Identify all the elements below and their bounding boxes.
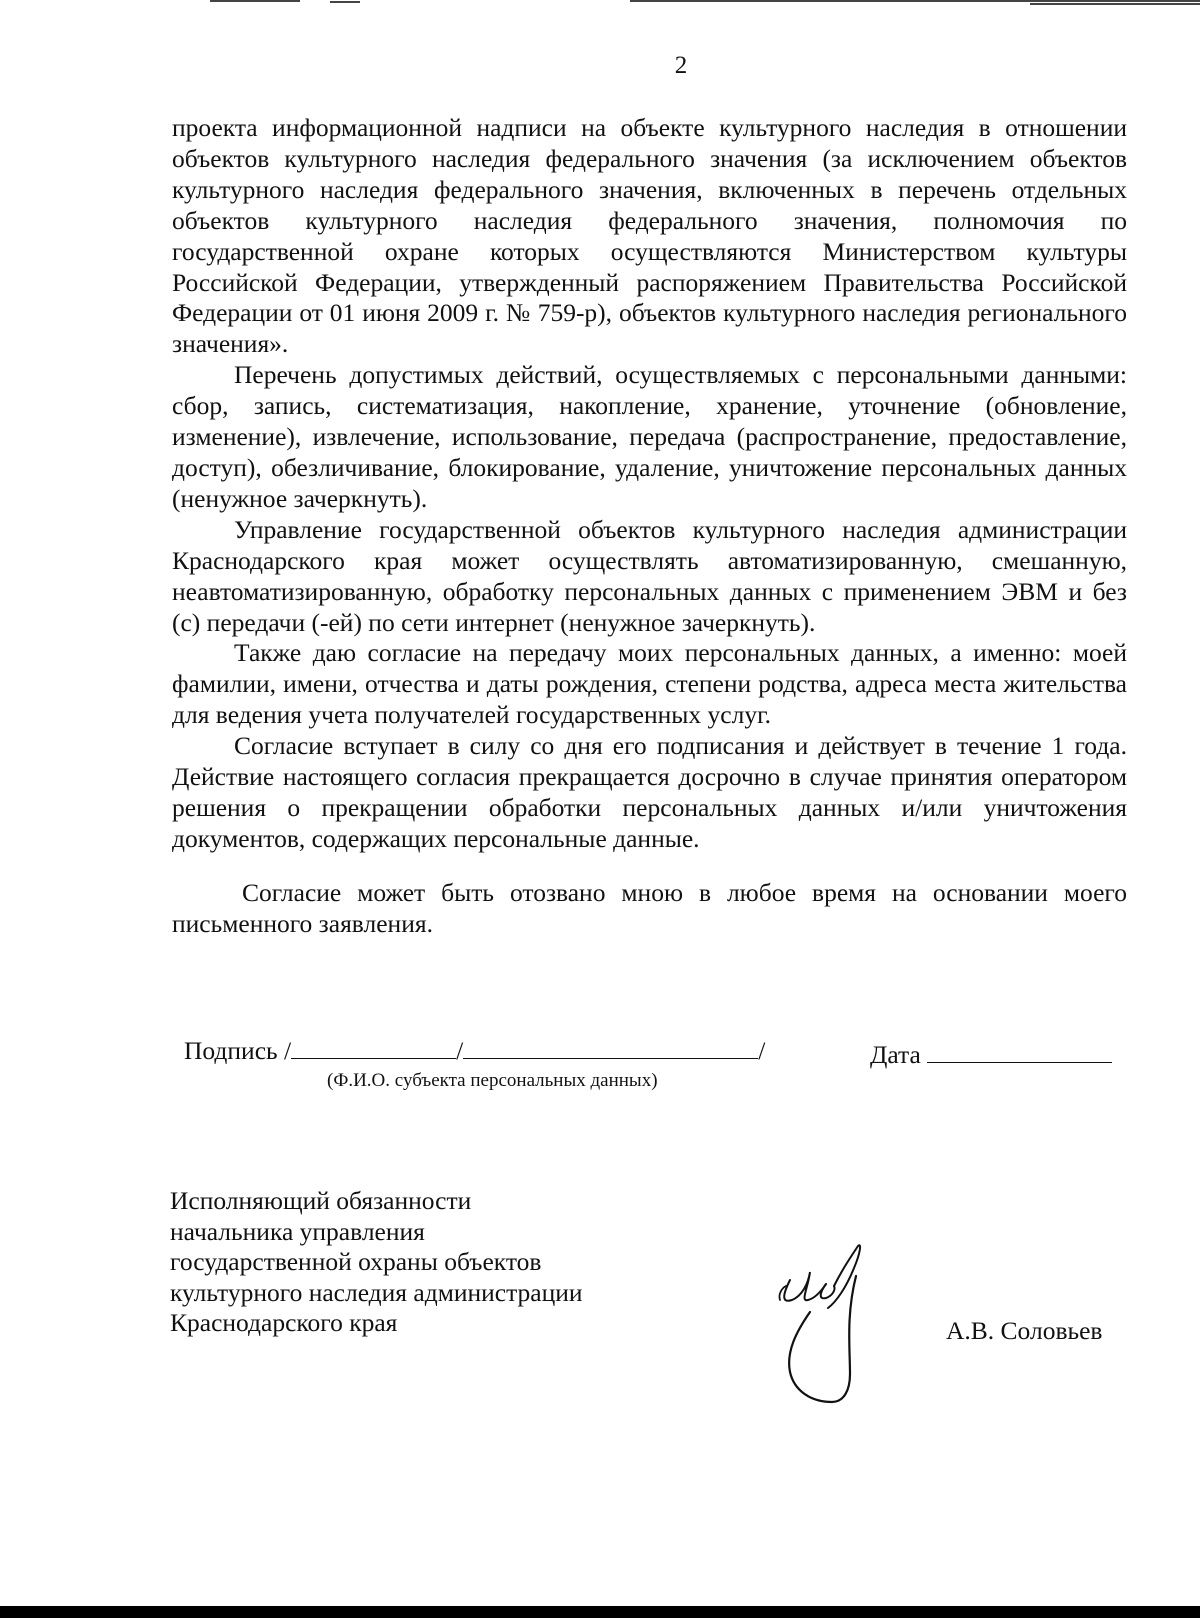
scan-edge-top	[210, 0, 1200, 6]
signature-row	[184, 1036, 765, 1066]
paragraph-continuation: проекта информационной надписи на объекте культурного наследия в отношении объектов культурного наследия федерального значения (за исключением объектов культурного наследия федерального значения, включенных в перечень отдельных объектов культурного наследия федерального значения, полномочия по государственной охране которых осуществляются Министерством культуры Российской Федерации, утвержденный распоряжением Правительства Российской Федерации от 01 июня 2009 г. № 759-р), объектов культурного наследия регионального значения».	[172, 113, 1127, 359]
full-name-blank[interactable]	[463, 1036, 758, 1059]
signature-separator: /	[456, 1036, 464, 1065]
signature-separator-end: /	[758, 1036, 766, 1065]
scan-edge-bottom	[0, 1606, 1200, 1618]
date-label: Дата	[870, 1040, 921, 1069]
position-line: государственной охраны объектов	[170, 1247, 542, 1277]
position-line: Исполняющий обязанности	[170, 1186, 472, 1215]
date-blank[interactable]	[927, 1040, 1112, 1063]
paragraph-validity: Согласие вступает в силу со дня его подписания и действует в течение 1 года. Действие настоящего согласия прекращается досрочно в случае принятия оператором решения о прекращении обработки персональных данных и/или уничтожения документов, содержащих персональные данные.	[172, 731, 1127, 853]
document-body	[172, 113, 1127, 940]
signature-label: Подпись /	[184, 1036, 292, 1065]
signer-position	[170, 1186, 583, 1339]
date-row	[870, 1040, 1112, 1070]
page-number: 2	[674, 52, 688, 79]
paragraph-processing: Управление государственной объектов культурного наследия администрации Краснодарского края может осуществлять автоматизированную, смешанную, неавтоматизированную, обработку персональных данных с применением ЭВМ и без (с) передачи (-ей) по сети интернет (ненужное зачеркнуть).	[172, 514, 1127, 637]
position-line: культурного наследия администрации	[170, 1277, 583, 1307]
signature-caption: (Ф.И.О. субъекта персональных данных)	[327, 1070, 658, 1091]
signature-blank[interactable]	[291, 1036, 456, 1059]
paragraph-transfer-consent: Также даю согласие на передачу моих персональных данных, а именно: моей фамилии, имени, отчества и даты рождения, степени родства, адреса места жительства для ведения учета получателей государственных услуг.	[172, 638, 1127, 730]
paragraph-revocation: Согласие может быть отозвано мною в любое время на основании моего письменного заявления.	[172, 877, 1127, 938]
position-line: Краснодарского края	[170, 1308, 398, 1338]
handwritten-signature	[770, 1240, 880, 1410]
signer-name: А.В. Соловьев	[946, 1316, 1103, 1345]
paragraph-actions-list: Перечень допустимых действий, осуществляемых с персональными данными: сбор, запись, систематизация, накопление, хранение, уточнение (обновление, изменение), извлечение, использование, передача (распространение, предоставление, доступ), обезличивание, блокирование, удаление, уничтожение персональных данных (ненужное зачеркнуть).	[172, 360, 1127, 513]
position-line: начальника управления	[170, 1216, 425, 1246]
